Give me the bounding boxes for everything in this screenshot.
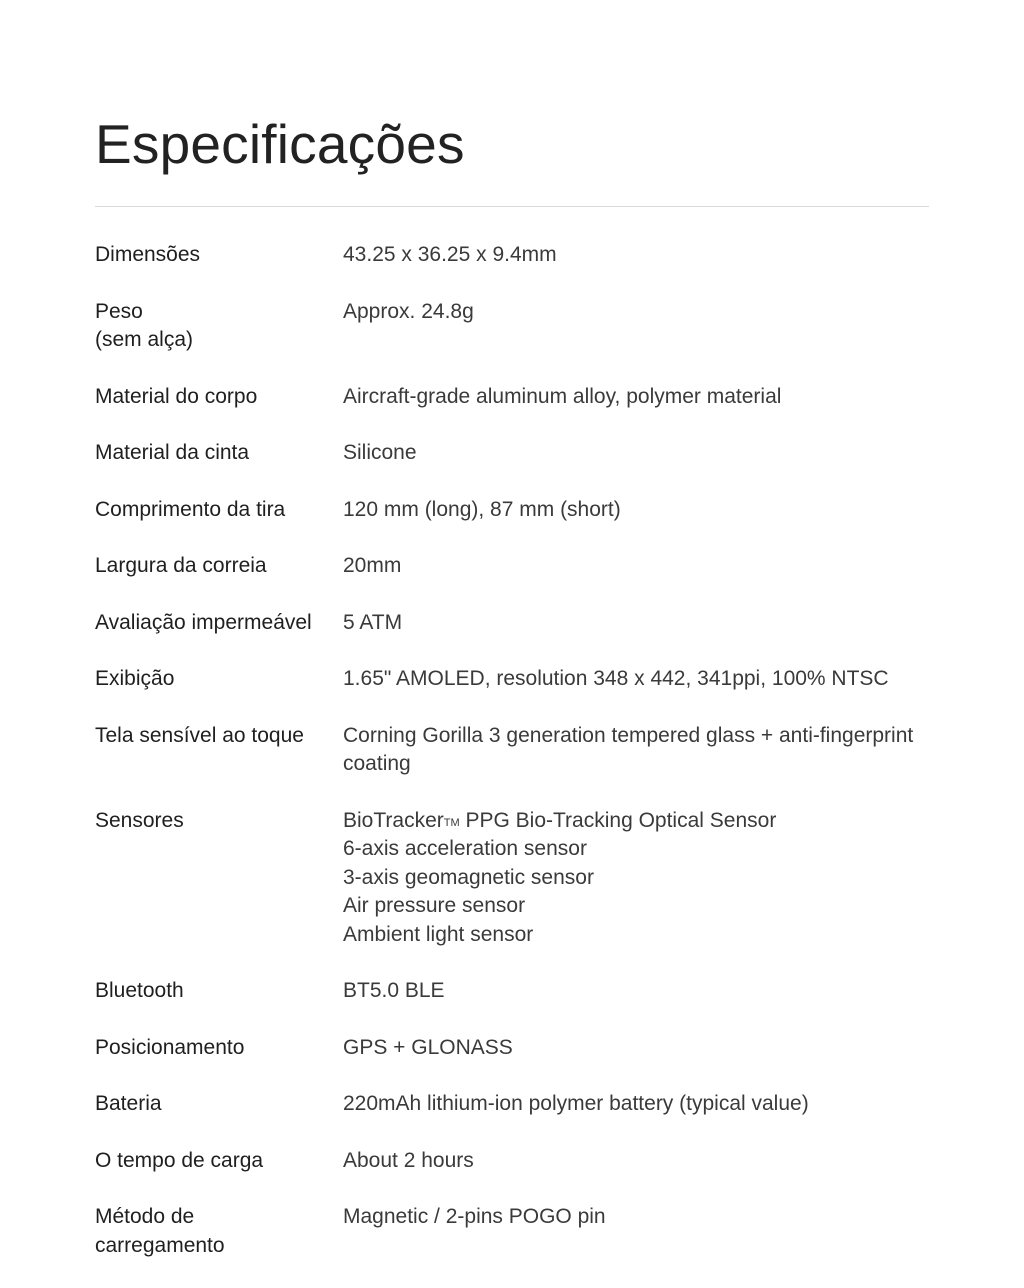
spec-row-strap-material <box>95 439 995 496</box>
spec-value: About 2 hours <box>343 1148 474 1172</box>
spec-row-weight <box>95 298 995 383</box>
spec-label: Posicionamento <box>95 1035 245 1059</box>
spec-label: Avaliação impermeável <box>95 610 312 634</box>
spec-value: Magnetic / 2-pins POGO pin <box>343 1205 606 1228</box>
spec-value: Corning Gorilla 3 generation tempered glass + anti-fingerprint coating <box>343 723 914 775</box>
spec-value: Approx. 24.8g <box>343 299 474 323</box>
spec-label: Bluetooth <box>95 979 184 1002</box>
spec-value: 5 ATM <box>343 610 403 634</box>
spec-value: GPS + GLONASS <box>343 1035 513 1059</box>
spec-value: Aircraft-grade aluminum alloy, polymer material <box>343 384 782 408</box>
spec-row-sensors <box>95 807 995 978</box>
spec-label: Material da cinta <box>95 441 250 464</box>
spec-value: Silicone <box>343 441 417 464</box>
spec-row-strap-length <box>95 496 995 553</box>
spec-value: BT5.0 BLE <box>343 979 445 1002</box>
spec-row-water-rating <box>95 609 995 666</box>
spec-row-charging-method <box>95 1203 995 1288</box>
page-title: Especificações <box>95 113 465 175</box>
spec-row-touch-screen <box>95 722 995 807</box>
sensor-brand-name: BioTracker <box>343 808 444 832</box>
spec-label: Peso (sem alça) <box>95 299 194 351</box>
title-divider <box>95 206 929 207</box>
spec-label: Comprimento da tira <box>95 497 286 521</box>
spec-row-body-material <box>95 383 995 440</box>
spec-label: Material do corpo <box>95 384 258 408</box>
spec-value <box>343 807 995 950</box>
spec-row-battery <box>95 1090 995 1147</box>
spec-value: 43.25 x 36.25 x 9.4mm <box>343 243 557 266</box>
spec-label: Largura da correia <box>95 554 267 577</box>
spec-value: 120 mm (long), 87 mm (short) <box>343 497 621 521</box>
spec-row-display <box>95 665 995 722</box>
spec-value: 1.65" AMOLED, resolution 348 x 442, 341ppi, 100% NTSC <box>343 667 889 690</box>
spec-label: Tela sensível ao toque <box>95 723 304 747</box>
spec-row-dimensions <box>95 241 995 298</box>
spec-row-charging-time <box>95 1147 995 1204</box>
spec-label: O tempo de carga <box>95 1148 264 1172</box>
spec-table <box>95 241 995 1288</box>
spec-row-positioning <box>95 1034 995 1091</box>
spec-row-strap-width <box>95 552 995 609</box>
spec-label: Sensores <box>95 808 184 832</box>
spec-label: Dimensões <box>95 243 201 266</box>
trademark-mark: TM <box>443 816 460 829</box>
spec-row-bluetooth <box>95 977 995 1034</box>
spec-label: Bateria <box>95 1092 162 1115</box>
spec-label: Exibição <box>95 667 175 690</box>
spec-value: 20mm <box>343 554 402 577</box>
spec-value: 220mAh lithium-ion polymer battery (typical value) <box>343 1092 809 1115</box>
spec-label: Método de carregamento <box>95 1205 225 1257</box>
sensor-list: PPG Bio-Tracking Optical Sensor 6-axis acceleration sensor 3-axis geomagnetic sensor Air pressure sensor Ambient light sensor <box>343 808 777 946</box>
